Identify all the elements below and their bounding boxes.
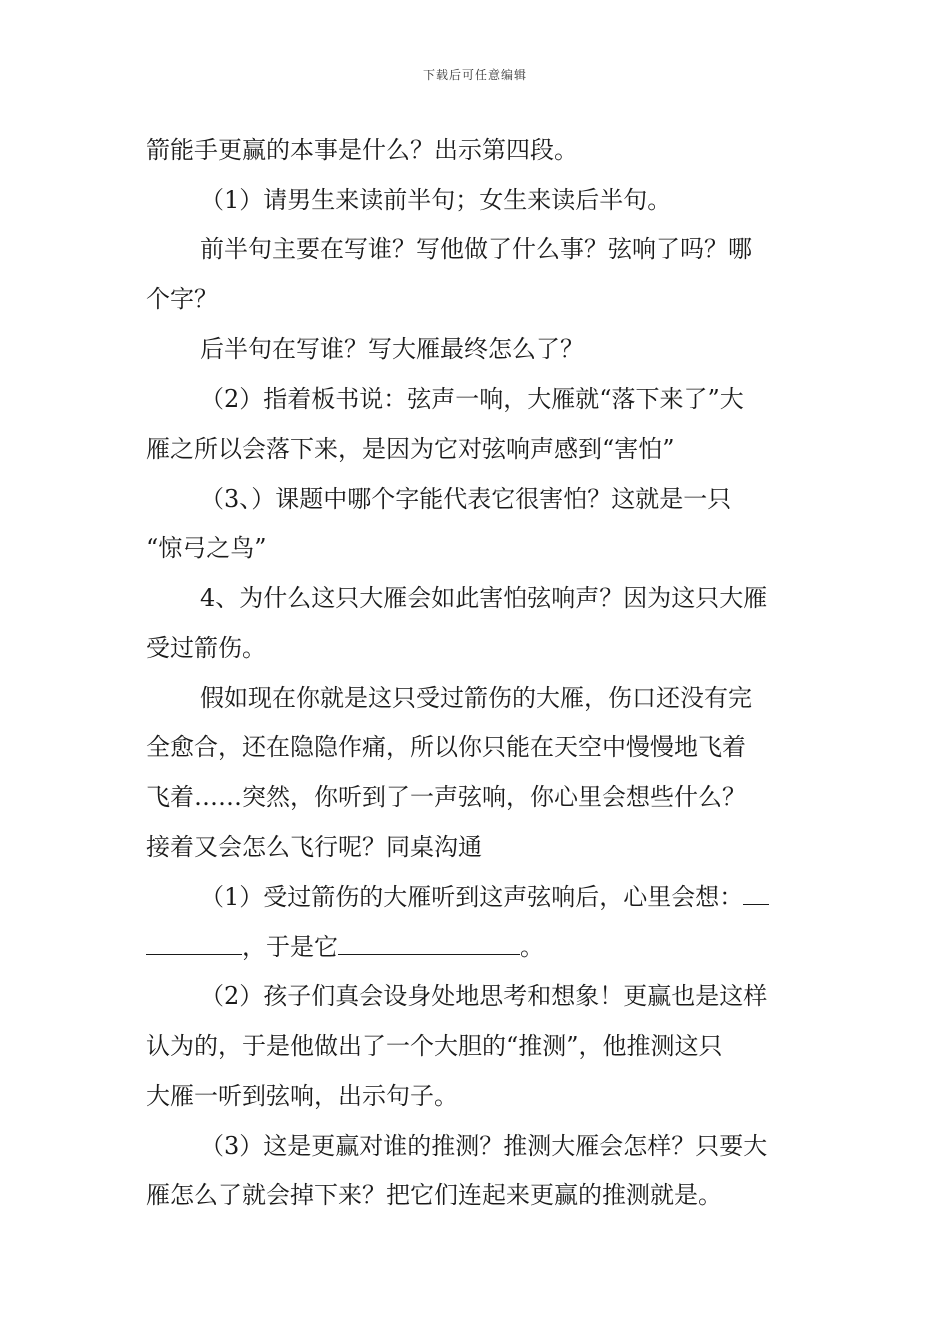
text-line-14: 飞着……突然，你听到了一声弦响，你心里会想些什么？ [146, 783, 746, 811]
text-line-22: 雁怎么了就会掉下来？把它们连起来更赢的推测就是。 [146, 1181, 722, 1209]
text-line-16 [200, 881, 769, 913]
text-line-6: （2）指着板书说：弦声一响，大雁就“落下来了”大 [200, 385, 744, 413]
text-line-20: 大雁一听到弦响，出示句子。 [146, 1082, 458, 1110]
text-line-2: （1）请男生来读前半句；女生来读后半句。 [200, 186, 672, 214]
text-line-3: 前半句主要在写谁？写他做了什么事？弦响了吗？哪 [200, 235, 752, 263]
text-line-17 [146, 931, 544, 963]
text-line-12: 假如现在你就是这只受过箭伤的大雁，伤口还没有完 [200, 684, 752, 712]
text-line-19: 认为的，于是他做出了一个大胆的“推测”，他推测这只 [146, 1032, 723, 1060]
answer-blank [146, 932, 242, 955]
text-line-13: 全愈合，还在隐隐作痛，所以你只能在天空中慢慢地飞着 [146, 733, 746, 761]
text-line-1: 箭能手更赢的本事是什么？出示第四段。 [146, 136, 578, 164]
answer-blank [743, 882, 769, 905]
text-line-8: （3、）课题中哪个字能代表它很害怕？这就是一只 [200, 485, 732, 513]
text-line-9: “惊弓之鸟” [146, 534, 267, 562]
text-fragment: （1）受过箭伤的大雁听到这声弦响后，心里会想： [200, 883, 744, 911]
text-line-21: （3）这是更赢对谁的推测？推测大雁会怎样？只要大 [200, 1132, 768, 1160]
answer-blank [338, 932, 520, 955]
text-line-15: 接着又会怎么飞行呢？同桌沟通 [146, 833, 482, 861]
text-line-7: 雁之所以会落下来，是因为它对弦响声感到“害怕” [146, 435, 675, 463]
text-line-4: 个字？ [146, 285, 218, 313]
text-fragment: 。 [520, 933, 544, 961]
text-line-18: （2）孩子们真会设身处地思考和想象！更赢也是这样 [200, 982, 768, 1010]
text-fragment: ，于是它 [242, 933, 338, 961]
text-line-10: 4、为什么这只大雁会如此害怕弦响声？因为这只大雁 [200, 584, 768, 612]
page-header: 下载后可任意编辑 [422, 68, 527, 82]
text-line-11: 受过箭伤。 [146, 634, 266, 662]
text-line-5: 后半句在写谁？写大雁最终怎么了？ [200, 335, 584, 363]
